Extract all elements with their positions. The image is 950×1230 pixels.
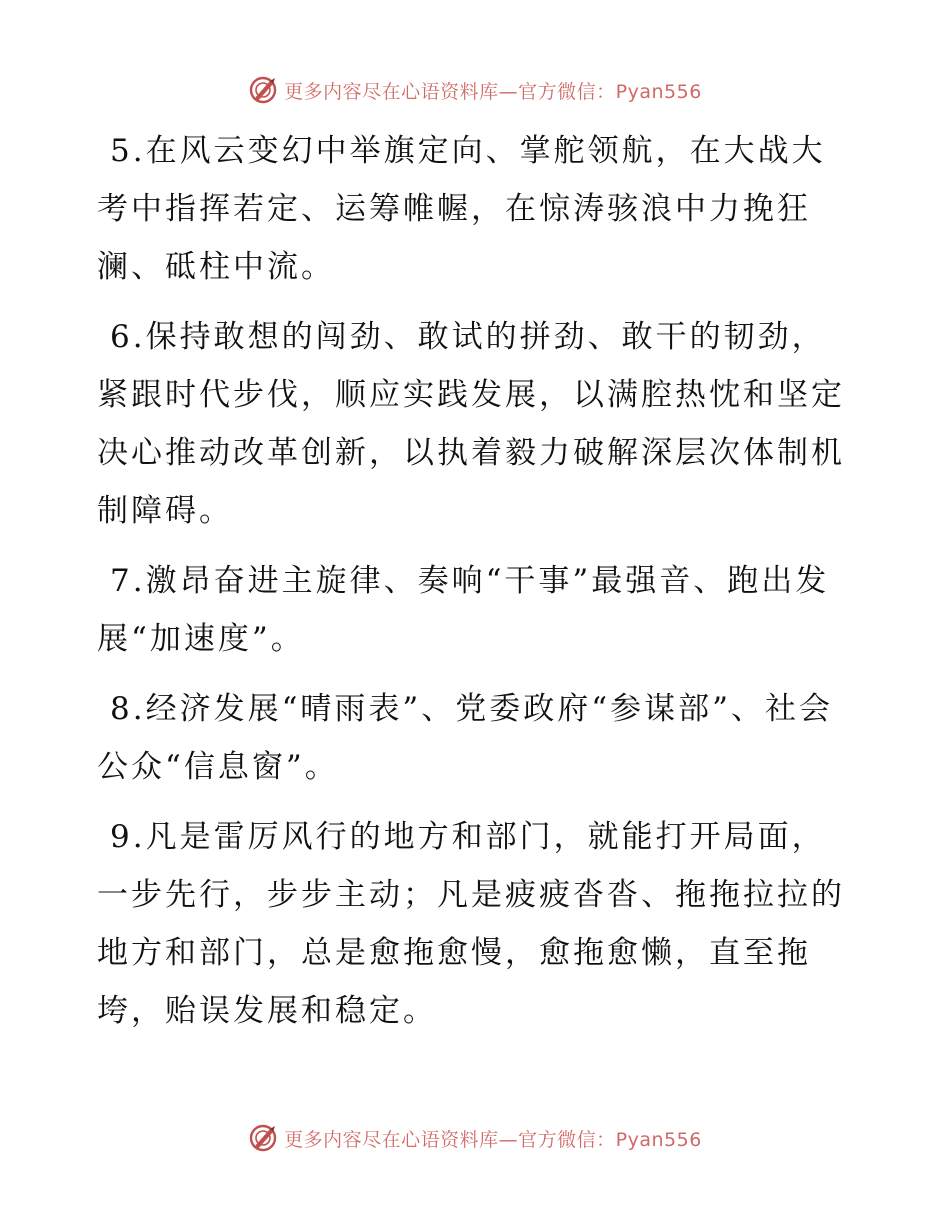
quill-seal-icon xyxy=(248,1123,278,1153)
header-banner-inner xyxy=(248,75,702,105)
paragraph-9: 9.凡是雷厉风行的地方和部门，就能打开局面，一步先行，步步主动；凡是疲疲沓沓、拖拖拉拉的地方和部门，总是愈拖愈慢，愈拖愈懒，直至拖垮，贻误发展和稳定。 xyxy=(97,819,845,1029)
paragraph-8: 8.经济发展“晴雨表”、党委政府“参谋部”、社会公众“信息窗”。 xyxy=(97,691,833,785)
paragraph-7: 7.激昂奋进主旋律、奏响“干事”最强音、跑出发展“加速度”。 xyxy=(97,563,830,657)
footer-banner-inner xyxy=(248,1123,702,1153)
paragraph-5: 5.在风云变幻中举旗定向、掌舵领航，在大战大考中指挥若定、运筹帷幄，在惊涛骇浪中力挽狂澜、砥柱中流。 xyxy=(97,133,826,285)
paragraph-6: 6.保持敢想的闯劲、敢试的拼劲、敢干的韧劲，紧跟时代步伐，顺应实践发展，以满腔热忱和坚定决心推动改革创新，以执着毅力破解深层次体制机制障碍。 xyxy=(97,319,845,529)
footer-banner xyxy=(0,1118,950,1158)
header-banner-text: 更多内容尽在心语资料库—官方微信：Pyan556 xyxy=(284,80,702,103)
quill-seal-icon xyxy=(248,75,278,105)
header-banner xyxy=(0,70,950,110)
document-body xyxy=(97,122,857,1052)
footer-banner-text: 更多内容尽在心语资料库—官方微信：Pyan556 xyxy=(284,1128,702,1151)
